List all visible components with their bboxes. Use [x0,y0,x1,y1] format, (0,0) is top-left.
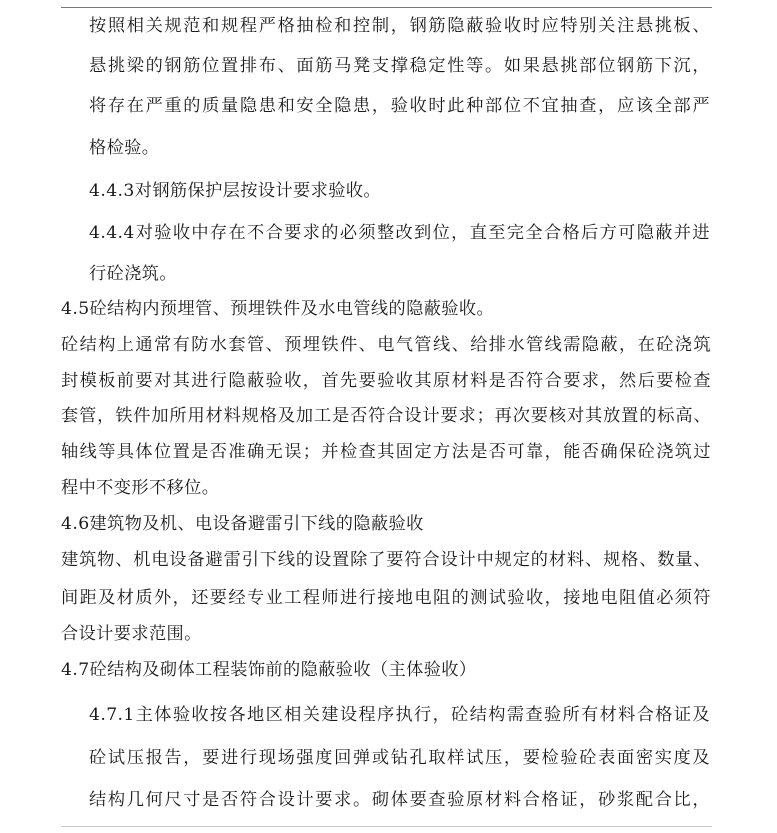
text-line: 按照相关规范和规程严格抽检和控制，钢筋隐蔽验收时应特别关注悬挑板、 [89,16,710,36]
section-heading-4-6: 4.6建筑物及机、电设备避雷引下线的隐蔽验收 [61,514,424,534]
text-line: 间距及材质外，还要经专业工程师进行接地电阻的测试验收，接地电阻值必须符 [61,588,711,608]
text-line: 建筑物、机电设备避雷引下线的设置除了要符合设计中规定的材料、规格、数量、 [61,550,711,570]
text-line: 结构几何尺寸是否符合设计要求。砌体要查验原材料合格证，砂浆配合比， [89,790,710,810]
text-line: 封模板前要对其进行隐蔽验收，首先要验收其原材料是否符合要求，然后要检查 [61,371,711,391]
text-line: 程中不变形不移位。 [61,478,220,498]
top-divider [61,7,712,8]
clause-4-7-1: 4.7.1主体验收按各地区相关建设程序执行，砼结构需查验所有材料合格证及 [89,705,710,725]
text-line: 将存在严重的质量隐患和安全隐患，验收时此种部位不宜抽查，应该全部严 [89,96,710,116]
text-line: 轴线等具体位置是否准确无误；并检查其固定方法是否可靠，能否确保砼浇筑过 [61,442,711,462]
text-line: 砼试压报告，要进行现场强度回弹或钻孔取样试压，要检验砼表面密实度及 [89,748,710,768]
bottom-divider [61,826,712,827]
text-line: 行砼浇筑。 [89,264,177,284]
text-line: 合设计要求范围。 [61,624,202,644]
clause-4-4-3: 4.4.3对钢筋保护层按设计要求验收。 [89,181,381,201]
text-line: 格检验。 [89,138,160,158]
section-heading-4-7: 4.7砼结构及砌体工程装饰前的隐蔽验收（主体验收） [61,660,477,680]
section-heading-4-5: 4.5砼结构内预埋管、预埋铁件及水电管线的隐蔽验收。 [61,299,495,319]
text-line: 套管，铁件加所用材料规格及加工是否符合设计要求；再次要核对其放置的标高、 [61,406,711,426]
text-line: 悬挑梁的钢筋位置排布、面筋马凳支撑稳定性等。如果悬挑部位钢筋下沉， [89,56,710,76]
clause-4-4-4: 4.4.4对验收中存在不合要求的必须整改到位，直至完全合格后方可隐蔽并进 [89,223,710,243]
text-line: 砼结构上通常有防水套管、预埋铁件、电气管线、给排水管线需隐蔽，在砼浇筑 [61,335,711,355]
